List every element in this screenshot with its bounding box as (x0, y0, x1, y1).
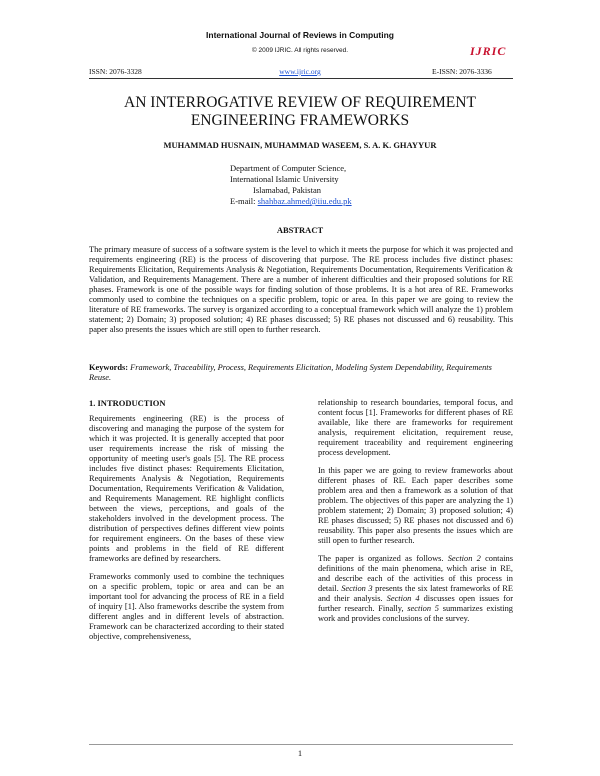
authors: MUHAMMAD HUSNAIN, MUHAMMAD WASEEM, S. A. K. GHAYYUR (163, 140, 437, 150)
left-column (89, 398, 284, 650)
affiliation-dept: Department of Computer Science, (230, 163, 347, 173)
keywords-list: Framework, Traceability, Process, Requirements Elicitation, Modeling System Dependability, Requirements Reuse. (89, 363, 492, 382)
email-link[interactable]: shahbaz.ahmed@iiu.edu.pk (257, 196, 352, 206)
affiliation-city: Islamabad, Pakistan (253, 185, 321, 195)
keywords-label: Keywords: (89, 363, 129, 372)
paper-title (0, 94, 600, 130)
footer-divider (89, 744, 513, 745)
intro-paragraph-1: Requirements engineering (RE) is the process of discovering and managing the purpose of the system for which it was projected. It is generally accepted that poor user requirements increase the risk of missing the opportunity of meeting user's goals [5]. The RE process includes five distinct phases: Requirements Elicitation, Requirements Analysis & Negotiation, Requirements Documentation, Requirements Verification & Validation, and Requirements Management. RE highlight conflicts between the views, perceptions, and goals of the stakeholders involved in the development process. The distribution of perspectives defines different view points for requirement engineers. On the bases of these view points and problems in the field of RE different frameworks are defined by researchers. (89, 414, 284, 563)
section-2-ref: Section 2 (447, 554, 481, 563)
title-line-1: AN INTERROGATIVE REVIEW OF REQUIREMENT (124, 94, 476, 111)
journal-name: International Journal of Reviews in Computing (206, 30, 394, 40)
affiliation (230, 163, 352, 207)
section-heading-introduction: 1. INTRODUCTION (89, 398, 166, 408)
abstract-text: The primary measure of success of a software system is the level to which it meets the purpose for which it was projected and requirements engineering (RE) is the process of discovering that purpose. The RE process includes five distinct phases: Requirements Elicitation, Requirements Analysis & Negotiation, Requirements Documentation, Requirements Verification & Validation, and Requirements Management. There are a number of inherent difficulties and their proposed solutions for RE phases. Framework is one of the possible ways for finding solution of those problems. It is a hot area of RE. Frameworks commonly used to combine the techniques on a specific problem, topic or area. In this paper we are going to review the literature of RE frameworks. The survey is organized according to a conceptual framework which will analyze the 1) problem statement; 2) Domain; 3) proposed solution; 4) RE phases discussed; 5) RE phases not discussed and 6) reusability. This paper also presents the issues which are still open to further research. (89, 245, 513, 334)
section-4-ref: Section 4 (386, 594, 420, 603)
journal-logo: IJRIC (470, 44, 507, 58)
copyright-line: © 2009 IJRIC. All rights reserved. (251, 47, 349, 54)
intro-paragraph-3: relationship to research boundaries, temporal focus, and content focus [1]. Frameworks for different phases of RE available, like there are frameworks for requirement analysis, requirement elicitation, requirement reuse, requirement traceability and requirement engineering process development. (318, 398, 513, 457)
abstract-heading: ABSTRACT (276, 225, 324, 235)
title-line-2: ENGINEERING FRAMEWORKS (190, 112, 410, 129)
section-5-ref: section 5 (407, 604, 439, 613)
keywords (89, 363, 513, 383)
affiliation-email-line (230, 196, 352, 207)
section-3-ref: Section 3 (341, 584, 373, 593)
e-issn: E-ISSN: 2076-3336 (432, 67, 492, 76)
right-column (318, 398, 513, 632)
affiliation-university: International Islamic University (230, 174, 339, 184)
intro-paragraph-2: Frameworks commonly used to combine the techniques on a specific problem, topic or area and can be an important tool for advancing the process of RE in a field of inquiry [1]. Also frameworks describe the system from different angles and in different levels of abstraction. Framework can be characterized according to their stated objective, comprehensiveness, (89, 572, 284, 641)
journal-url-link[interactable]: www.ijric.org (279, 67, 321, 76)
header-divider (89, 78, 513, 79)
email-label: E-mail: (230, 196, 258, 206)
page-number: 1 (297, 748, 303, 758)
intro-paragraph-5: The paper is organized as follows. Section 2 contains definitions of the main phenomena, which arise in RE, and describe each of the activities of this process in detail. Section 3 presents the six latest frameworks of RE and their analysis. Section 4 discusses open issues for further research. Finally, section 5 summarizes existing work and provides conclusions of the survey. (318, 554, 513, 623)
issn: ISSN: 2076-3328 (89, 67, 142, 76)
intro-paragraph-4: In this paper we are going to review frameworks about different phases of RE. Each paper describes some problem area and then a framework as a solution of that problem. The objectives of this paper are analyzing the 1) problem statement; 2) Domain; 3) proposed solution; 4) RE phases discussed; 5) RE phases not discussed and 6) reusability. This paper also presents the issues which are still open to further research. (318, 466, 513, 545)
